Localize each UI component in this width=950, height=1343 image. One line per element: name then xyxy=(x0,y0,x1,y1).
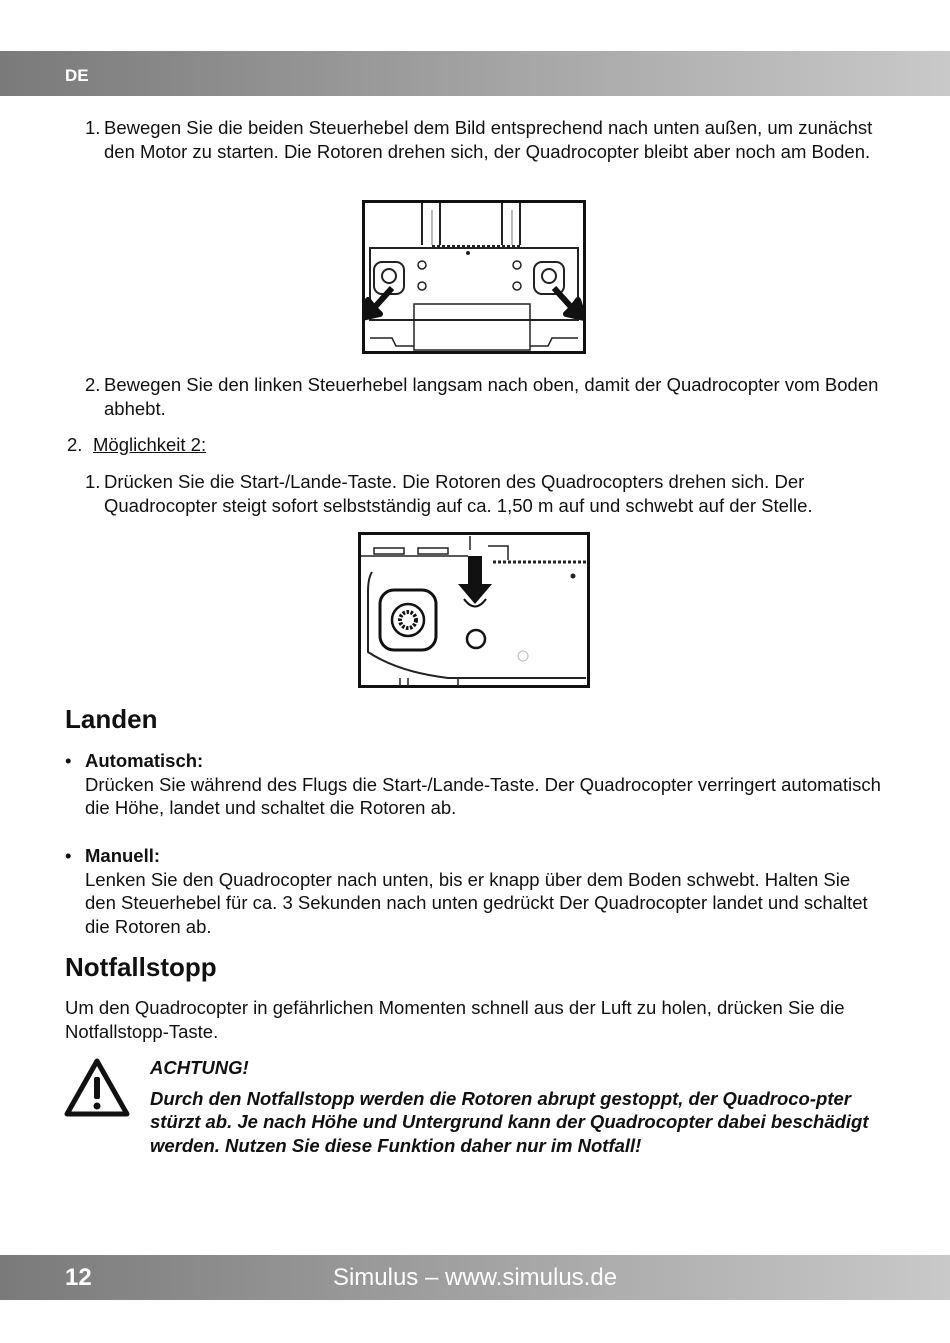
language-tag: DE xyxy=(65,66,89,85)
warning-title: ACHTUNG! xyxy=(150,1057,249,1078)
item-text: Lenken Sie den Quadrocopter nach unten, bis er knapp über dem Boden schwebt. Halten Sie den Steuerhebel für ca. 3 Sekunden nach unten gedrückt Der Quadrocopter landet und schaltet die Rotoren ab. xyxy=(85,868,868,937)
landen-manual-item xyxy=(65,844,885,938)
warning-block xyxy=(150,1056,890,1157)
step-2-lift-off xyxy=(85,373,885,420)
warning-text: Durch den Notfallstopp werden die Rotoren abrupt gestoppt, der Quadroco-pter stürzt ab. Je nach Höhe und Untergrund kann der Quadrocopter dabei beschädigt werden. Nutzen Sie diese Funktion daher nur im Notfall! xyxy=(150,1087,869,1156)
step-1-start-land-button xyxy=(85,470,895,517)
step-1-start-motor xyxy=(85,116,885,163)
step-number: 2. xyxy=(85,374,101,395)
step-text: Bewegen Sie die beiden Steuerhebel dem Bild entsprechend nach unten außen, um zunächst den Motor zu starten. Die Rotoren drehen sich, der Quadrocopter bleibt aber noch am Boden. xyxy=(104,117,873,162)
step-number: 1. xyxy=(85,471,101,492)
header-bar xyxy=(0,51,950,96)
item-title: Automatisch: xyxy=(85,750,204,771)
bullet-dot: • xyxy=(65,750,72,771)
start-land-button-illustration xyxy=(358,532,590,688)
bullet-dot: • xyxy=(65,845,72,866)
footer-bar xyxy=(0,1255,950,1300)
landen-automatic-item xyxy=(65,749,885,820)
item-title: Manuell: xyxy=(85,845,161,866)
step-number: 1. xyxy=(85,117,101,138)
option-2-heading xyxy=(67,433,467,457)
page-number: 12 xyxy=(65,1264,92,1291)
step-text: Drücken Sie die Start-/Lande-Taste. Die Rotoren des Quadrocopters drehen sich. Der Quadrocopter steigt sofort selbstständig auf ca. 1,50 m auf und schwebt auf der Stelle. xyxy=(104,471,813,516)
paragraph: Um den Quadrocopter in gefährlichen Momenten schnell aus der Luft zu holen, drücken Sie die Notfallstopp-Taste. xyxy=(65,997,845,1042)
footer-brand: Simulus – www.simulus.de xyxy=(332,1264,618,1291)
notfallstopp-text xyxy=(65,996,875,1043)
controller-sticks-outward-illustration xyxy=(362,200,586,354)
notfallstopp-heading: Notfallstopp xyxy=(65,952,217,982)
step-text: Bewegen Sie den linken Steuerhebel langsam nach oben, damit der Quadrocopter vom Boden abhebt. xyxy=(104,374,879,419)
warning-triangle-icon xyxy=(64,1057,130,1117)
landen-heading: Landen xyxy=(65,704,158,734)
option-number: 2. xyxy=(67,434,83,455)
option-label: Möglichkeit 2: xyxy=(93,434,207,455)
item-text: Drücken Sie während des Flugs die Start-/Lande-Taste. Der Quadrocopter verringert automatisch die Höhe, landet und schaltet die Rotoren ab. xyxy=(85,773,881,818)
